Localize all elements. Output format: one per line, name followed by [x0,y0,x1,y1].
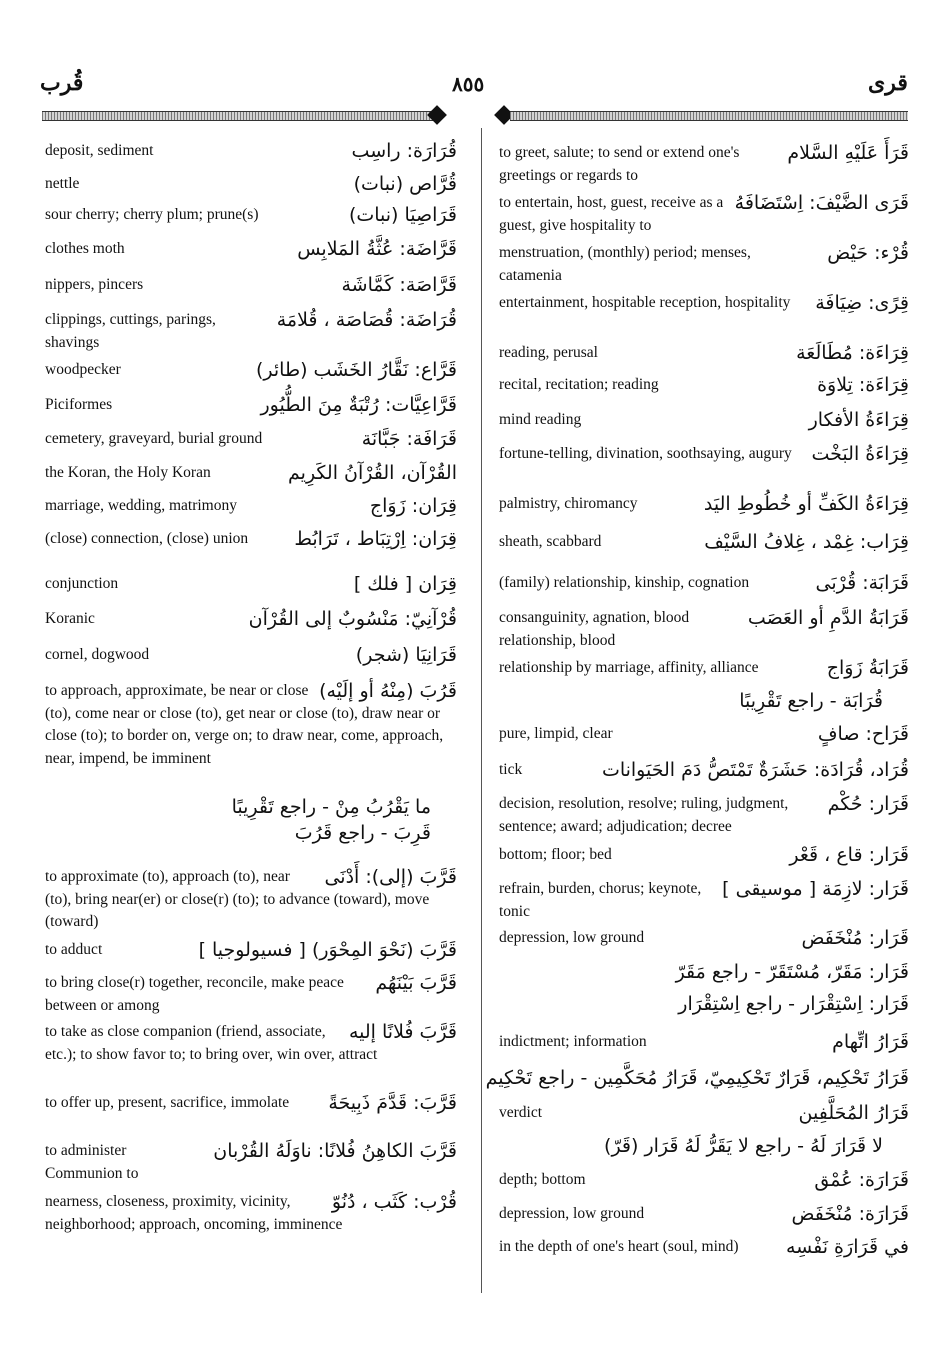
dictionary-entry [499,572,909,595]
dictionary-entry [45,394,457,417]
arabic-headword: قَرَى الضَّيْفَ: اِسْتَضَافَهُ [734,192,909,214]
english-definition: mind reading [499,411,582,428]
arabic-headword: ما يَقْرُبُ مِنْ - راجع تَقْرِيبًا [231,796,431,818]
dictionary-entry [45,1191,457,1236]
arabic-headword: قَرَّاضَة: عُثَّةُ المَلابِس [297,238,457,260]
dictionary-entry [499,409,909,432]
arabic-headword: قَرَّاعِيَّات: رُتْبَةٌ مِنَ الطُّيُور [260,394,457,416]
arabic-headword: قِرَاءَةُ الكَفِّ أو خُطُوطِ اليَد [703,493,909,515]
arabic-headword: قَرَّبَ فُلانًا إليه [348,1021,457,1043]
dictionary-entry [45,608,457,631]
dictionary-entry [45,359,457,382]
arabic-headword: قَرَأَ عَلَيْهِ السَّلام [787,142,909,164]
dictionary-entry [45,140,457,163]
english-definition: refrain, burden, chorus; keynote, tonic [499,880,702,920]
arabic-headword: قَرَار: قاع ، قَعْر [789,844,909,866]
english-definition: pure, limpid, clear [499,725,613,742]
arabic-headword: قَرَار: مُنْخَفَض [801,927,909,949]
english-definition: (family) relationship, kinship, cognation [499,574,750,591]
dictionary-entry [45,204,457,227]
arabic-headword: قَرَّبَ بَيْنَهُم [375,972,457,994]
dictionary-entry [45,428,457,451]
arabic-headword: قِرَان: اِرْتِبَاط ، تَرَابُط [294,528,457,550]
dictionary-entry [499,723,909,746]
dictionary-entry [499,878,909,923]
dictionary-entry [45,939,457,962]
english-definition: indictment; information [499,1033,647,1050]
arabic-headword: قَرَارُ تَحْكِيم، قَرَارٌ تَحْكِيمِيّ، قَرَارُ مُحَكَّمِين - راجع تَحْكِيم [485,1067,909,1089]
arabic-headword: قَرَّبَ: قَدَّمَ ذَبِيحَةً [328,1092,457,1114]
english-definition: nippers, pincers [45,276,144,293]
arabic-headword: قَرَابَةُ زَوَاج [826,657,909,679]
arabic-headword: قَرَّاع: نَقَّارُ الخَشَب (طائر) [255,359,457,381]
dictionary-entry [499,927,909,950]
dictionary-entry [45,1092,457,1115]
english-definition: clippings, cuttings, parings, shavings [45,311,216,351]
dictionary-entry [499,192,909,237]
arabic-headword: قَرُبَ (مِنْهُ أو إلَيْه) [319,680,457,702]
dictionary-entry [45,822,457,845]
dictionary-entry [499,531,909,554]
dictionary-entry [499,342,909,365]
dictionary-entry [45,462,457,485]
dictionary-entry [45,528,457,551]
arabic-headword: قُرَاد، قُرَادَة: حَشَرَةٌ تَمْتَصُّ دَمَ الحَيَوانات [601,759,909,781]
english-definition: Koranic [45,610,95,627]
arabic-headword: قُرَارَة: راسِب [351,140,457,162]
dictionary-entry [499,759,909,782]
arabic-headword: قِرَاب: غِمْد ، غِلافُ السَّيْف [704,531,909,553]
arabic-headword: قَرَانِيَا (شجر) [355,644,457,666]
dictionary-entry [45,309,457,354]
ornament-diamond-left [427,105,447,125]
dictionary-entry [45,866,457,934]
english-definition: sheath, scabbard [499,533,602,550]
english-definition: to greet, salute; to send or extend one's greetings or regards to [499,144,740,184]
arabic-headword: القُرْآن، القُرْآنُ الكَرِيم [288,462,457,484]
english-definition: to approximate (to), approach (to), near (to), bring near(er) or close(r) (to); to advance (toward), move (toward) [45,868,430,930]
dictionary-entry [499,292,909,315]
dictionary-entry [499,493,909,516]
dictionary-entry [45,274,457,297]
english-definition: tick [499,761,523,778]
arabic-headword: قِرَان [ فلك ] [353,573,457,595]
english-definition: (close) connection, (close) union [45,530,249,547]
dictionary-entry [45,573,457,596]
dictionary-entry [499,1031,909,1054]
english-definition: Piciformes [45,396,113,413]
english-definition: palmistry, chiromancy [499,495,638,512]
arabic-headword: قُرَاضَة: قُصَاصَة ، قُلامَة [276,309,457,331]
dictionary-entry [499,142,909,187]
dictionary-entry [499,993,909,1016]
english-definition: bottom; floor; bed [499,846,612,863]
english-definition: to approach, approximate, be near or close (to), come near or close (to), get near or close (to), draw near or close (to); to border on, verge on; to draw near, come, approach, near, impend, be imminent [45,682,444,767]
dictionary-entry [499,242,909,287]
english-definition: consanguinity, agnation, blood relationship, blood [499,609,690,649]
header-right-word: قرى [868,70,908,95]
english-definition: depth; bottom [499,1171,586,1188]
english-definition: woodpecker [45,361,121,378]
arabic-headword: قُرْب: كَثَب ، دُنُوّ [331,1191,457,1213]
arabic-headword: قَرَارُ اتِّهام [832,1031,909,1053]
english-definition: depression, low ground [499,1205,645,1222]
arabic-headword: قَرِبَ - راجع قَرُبَ [294,822,431,844]
arabic-headword: قُرْء: حَيْض [827,242,909,264]
english-definition: entertainment, hospitable reception, hospitality [499,294,791,311]
dictionary-entry [499,1169,909,1192]
dictionary-entry [45,173,457,196]
arabic-headword: قِرَاءَة: تِلاوَة [817,374,909,396]
dictionary-entry [499,1135,909,1158]
arabic-headword: قِرَان: زَوَاج [369,495,457,517]
arabic-headword: قِرًى: ضِيَافَة [815,292,909,314]
dictionary-entry [499,657,909,680]
english-definition: verdict [499,1104,543,1121]
arabic-headword: قَرَار: لازِمَة [ موسيقى ] [722,878,909,900]
english-definition: recital, recitation; reading [499,376,659,393]
arabic-headword: قَرَّبَ (إلى): أَدْنَى [324,866,457,888]
arabic-headword: قَرَّبَ (نَحْوَ المِحْوَر) [ فسيولوجيا ] [198,939,457,961]
dictionary-entry [45,238,457,261]
arabic-headword: قَرَار: اِسْتِقْرَار - راجع اِسْتِقْرَار [678,993,909,1015]
arabic-headword: قَرَافَة: جَبَّانَة [361,428,457,450]
dictionary-entry [45,495,457,518]
arabic-headword: قَرَارَة: مُنْخَفَض [791,1203,909,1225]
arabic-headword: قُرَّاص (نبات) [353,173,457,195]
english-definition: the Koran, the Holy Koran [45,464,211,481]
arabic-headword: قَرَارَة: عُمْق [814,1169,909,1191]
header-left-word: قُرب [40,70,84,95]
english-definition: nearness, closeness, proximity, vicinity, neighborhood; approach, oncoming, imminence [45,1193,343,1233]
arabic-headword: في قَرَارَةِ نَفْسِه [785,1236,909,1258]
arabic-headword: قَرَّبَ الكاهِنُ فُلانًا: ناوَلَهُ القُرْبان [213,1140,457,1162]
dictionary-entry [499,607,909,652]
arabic-headword: قَرَّاصَة: كَمَّاشَة [341,274,457,296]
dictionary-entry [45,1140,457,1185]
dictionary-entry [499,793,909,838]
english-definition: relationship by marriage, affinity, alliance [499,659,759,676]
english-definition: to bring close(r) together, reconcile, make peace between or among [45,974,344,1014]
english-definition: reading, perusal [499,344,598,361]
dictionary-entry [485,1067,909,1090]
page-number: ٨٥٥ [452,74,485,96]
header-rule-left [42,111,434,121]
english-definition: nettle [45,175,80,192]
dictionary-entry [499,1236,909,1259]
column-divider [481,128,482,1293]
dictionary-entry [499,1102,909,1125]
arabic-headword: قِرَاءَةُ الأفكار [808,409,909,431]
dictionary-entry [499,961,909,984]
dictionary-entry [45,680,457,770]
arabic-headword: قِرَاءَة: مُطَالَعَة [796,342,909,364]
dictionary-entry [45,972,457,1017]
english-definition: decision, resolution, resolve; ruling, judgment, sentence; award; adjudication; decree [499,795,789,835]
arabic-headword: قِرَاءَةُ البَخْت [811,443,909,465]
dictionary-entry [499,1203,909,1226]
english-definition: to take as close companion (friend, associate, etc.); to show favor to; to bring over, win over, attract [45,1023,378,1063]
dictionary-entry [45,1021,457,1066]
english-definition: fortune-telling, divination, soothsaying, augury [499,445,792,462]
dictionary-entry [499,374,909,397]
english-definition: to administer Communion to [45,1142,139,1182]
arabic-headword: قَرَابَةُ الدَّمِ أو العَصَب [747,607,909,629]
english-definition: menstruation, (monthly) period; menses, catamenia [499,244,751,284]
english-definition: depression, low ground [499,929,645,946]
arabic-headword: لا قَرَارَ لَهُ - راجع لا يَقَرُّ لَهُ قَرَار (قَرّ) [604,1135,883,1157]
arabic-headword: قُرْآنِيّ: مَنْسُوبٌ إلى القُرْآن [248,608,457,630]
arabic-headword: قَرَاصِيَا (نبات) [348,204,457,226]
english-definition: to offer up, present, sacrifice, immolate [45,1094,290,1111]
english-definition: clothes moth [45,240,125,257]
arabic-headword: قُرَابَة - راجع تَقْرِيبًا [739,690,883,712]
english-definition: to entertain, host, guest, receive as a guest, give hospitality to [499,194,724,234]
english-definition: conjunction [45,575,119,592]
english-definition: cemetery, graveyard, burial ground [45,430,263,447]
english-definition: to adduct [45,941,103,958]
english-definition: deposit, sediment [45,142,154,159]
english-definition: in the depth of one's heart (soul, mind) [499,1238,739,1255]
dictionary-entry [45,644,457,667]
english-definition: marriage, wedding, matrimony [45,497,237,514]
arabic-headword: قَرَاح: صافٍ [817,723,909,745]
arabic-headword: قَرَابَة: قُرْبَى [815,572,909,594]
dictionary-entry [45,796,457,819]
header-rule-right [510,111,908,121]
dictionary-entry [499,844,909,867]
arabic-headword: قَرَار: مَقَرّ، مُسْتَقَرّ - راجع مَقَرّ [675,961,909,983]
dictionary-entry [499,443,909,466]
arabic-headword: قَرَارُ المُحَلَّفِين [798,1102,909,1124]
arabic-headword: قَرَار: حُكْم [827,793,909,815]
dictionary-entry [499,690,909,713]
english-definition: cornel, dogwood [45,646,150,663]
english-definition: sour cherry; cherry plum; prune(s) [45,206,259,223]
